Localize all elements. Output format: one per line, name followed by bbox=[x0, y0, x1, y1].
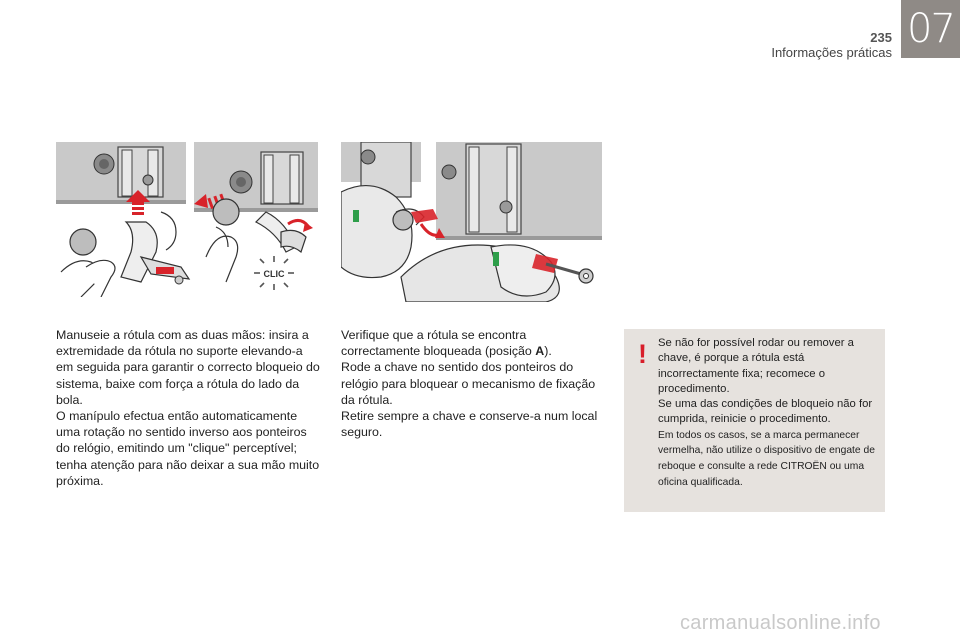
position-a-label: A bbox=[535, 344, 545, 359]
paragraph-verify: Verifique que a rótula se encontra correctamente bloqueada (posição A). bbox=[341, 328, 552, 359]
exclamation-icon: ! bbox=[638, 339, 647, 369]
paragraph-remove-key: Retire sempre a chave e conserve-a num local seguro. bbox=[341, 409, 598, 440]
chapter-tab: 07 bbox=[901, 0, 960, 58]
watermark: carmanualsonline.info bbox=[680, 612, 881, 634]
warning-paragraph-1: Se não for possível rodar ou remover a chave, é porque a rótula está incorrectamente fixa; recomece o procedimento. bbox=[658, 337, 854, 395]
illustration-key-lock bbox=[341, 142, 602, 302]
warning-paragraph-3: Em todos os casos, se a marca permanecer vermelha, não utilize o dispositivo de engate de reboque e consulte a rede CITROËN ou uma oficina qualificada. bbox=[658, 429, 875, 488]
section-title: Informações práticas bbox=[771, 45, 892, 60]
warning-box bbox=[624, 329, 885, 512]
clic-label: CLIC bbox=[263, 269, 285, 279]
warning-text bbox=[658, 336, 880, 490]
paragraph-insert: Manuseie a rótula com as duas mãos: insira a extremidade da rótula no suporte elevando-a em seguida para garantir o correcto bloqueio do sistema, baixe com força a rótula do lado da bola. bbox=[56, 328, 320, 407]
instructions-column-2 bbox=[341, 327, 603, 440]
towball-insert-drawing bbox=[56, 142, 318, 297]
warning-paragraph-2: Se uma das condições de bloqueio não for cumprida, reinicie o procedimento. bbox=[658, 398, 873, 426]
instructions-column-1 bbox=[56, 327, 321, 489]
key-lock-drawing bbox=[341, 142, 602, 302]
illustration-insert-towball bbox=[56, 142, 318, 297]
page-number: 235 bbox=[870, 30, 892, 45]
paragraph-turn-key: Rode a chave no sentido dos ponteiros do relógio para bloquear o mecanismo de fixação da rótula. bbox=[341, 360, 596, 407]
paragraph-rotation: O manípulo efectua então automaticamente uma rotação no sentido inverso aos ponteiros do relógio, emitindo um "clique" perceptível; tenha atenção para não deixar a sua mão muito próxima. bbox=[56, 409, 320, 488]
